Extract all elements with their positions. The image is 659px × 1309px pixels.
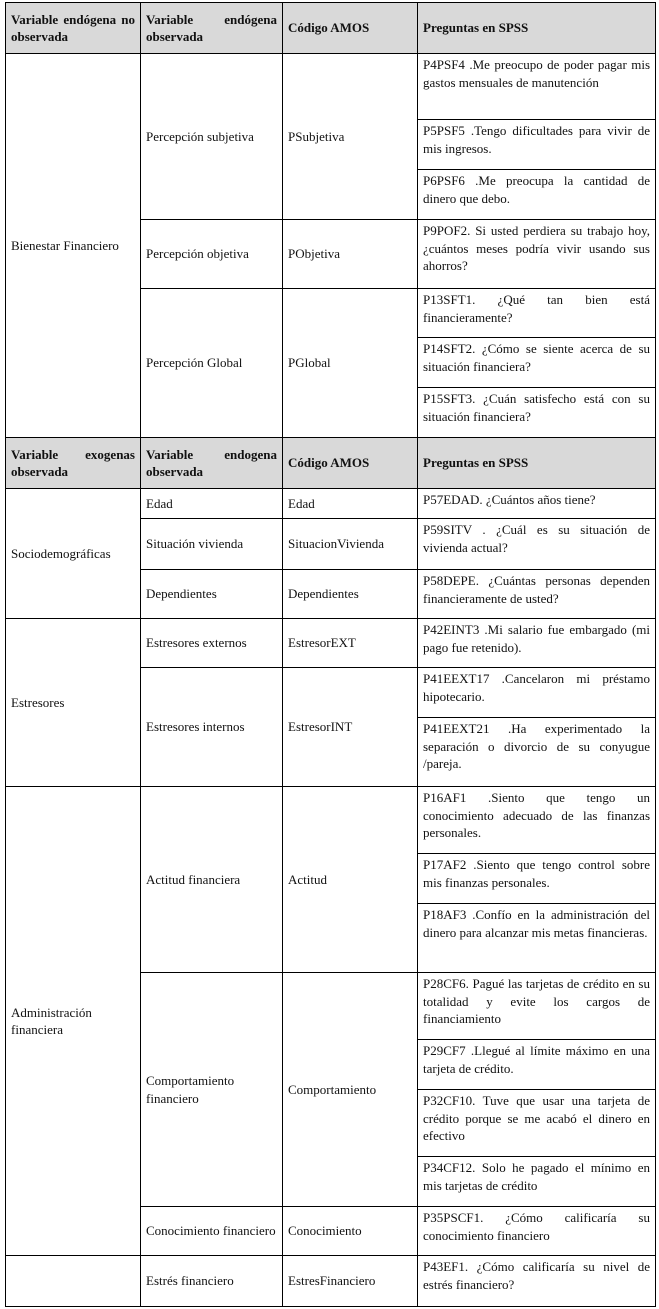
variable-actitud-financiera: Actitud financiera bbox=[141, 787, 283, 973]
question-p4psf4: P4PSF4 .Me preocupo de poder pagar mis gastos mensuales de manutención bbox=[418, 54, 656, 120]
code-comportamiento: Comportamiento bbox=[283, 973, 418, 1207]
group-estresores: Estresores bbox=[6, 619, 141, 787]
table-row bbox=[6, 787, 656, 854]
code-edad: Edad bbox=[283, 489, 418, 519]
question-p29cf7: P29CF7 .Llegué al límite máximo en una tarjeta de crédito. bbox=[418, 1040, 656, 1090]
header-spss-questions-2: Preguntas en SPSS bbox=[418, 438, 656, 489]
table-row bbox=[6, 54, 656, 120]
question-p18af3: P18AF3 .Confío en la administración del dinero para alcanzar mis metas financieras. bbox=[418, 904, 656, 973]
question-p15sft3: P15SFT3. ¿Cuán satisfecho está con su situación financiera? bbox=[418, 388, 656, 438]
question-p59sitv: P59SITV . ¿Cuál es su situación de vivienda actual? bbox=[418, 519, 656, 570]
code-conocimiento: Conocimiento bbox=[283, 1207, 418, 1256]
question-p17af2: P17AF2 .Siento que tengo control sobre mis finanzas personales. bbox=[418, 854, 656, 904]
header-observed-endogenous: Variable endógena observada bbox=[141, 3, 283, 54]
variable-percepcion-objetiva: Percepción objetiva bbox=[141, 220, 283, 289]
question-p34cf12: P34CF12. Solo he pagado el mínimo en mis tarjetas de crédito bbox=[418, 1157, 656, 1207]
header-amos-code: Código AMOS bbox=[283, 3, 418, 54]
question-p43ef1: P43EF1. ¿Cómo calificaría su nivel de estrés financiero? bbox=[418, 1256, 656, 1307]
code-pobjetiva: PObjetiva bbox=[283, 220, 418, 289]
header-observed-endogenous-2: Variable endogena observada bbox=[141, 438, 283, 489]
header-spss-questions: Preguntas en SPSS bbox=[418, 3, 656, 54]
question-p13sft1: P13SFT1. ¿Qué tan bien está financieramente? bbox=[418, 289, 656, 338]
table-row bbox=[6, 489, 656, 519]
question-p35pscf1: P35PSCF1. ¿Cómo calificaría su conocimiento financiero bbox=[418, 1207, 656, 1256]
header-observed-exogenous: Variable exogenas observada bbox=[6, 438, 141, 489]
code-estres-financiero: EstresFinanciero bbox=[283, 1256, 418, 1307]
question-p58depe: P58DEPE. ¿Cuántas personas dependen financieramente de usted? bbox=[418, 570, 656, 619]
question-p16af1: P16AF1 .Siento que tengo un conocimiento adecuado de las finanzas personales. bbox=[418, 787, 656, 854]
question-p42eint3: P42EINT3 .Mi salario fue embargado (mi pago fue retenido). bbox=[418, 619, 656, 668]
variable-situacion-vivienda: Situación vivienda bbox=[141, 519, 283, 570]
question-p28cf6: P28CF6. Pagué las tarjetas de crédito en su totalidad y evite los cargos de financiamiento bbox=[418, 973, 656, 1040]
header-row-2 bbox=[6, 438, 656, 489]
variable-estresores-internos: Estresores internos bbox=[141, 668, 283, 787]
code-situacion-vivienda: SituacionVivienda bbox=[283, 519, 418, 570]
code-dependientes: Dependientes bbox=[283, 570, 418, 619]
code-estresor-ext: EstresorEXT bbox=[283, 619, 418, 668]
code-psubjetiva: PSubjetiva bbox=[283, 54, 418, 220]
variable-estresores-externos: Estresores externos bbox=[141, 619, 283, 668]
header-row-1 bbox=[6, 3, 656, 54]
variable-percepcion-subjetiva: Percepción subjetiva bbox=[141, 54, 283, 220]
code-pglobal: PGlobal bbox=[283, 289, 418, 438]
question-p57edad: P57EDAD. ¿Cuántos años tiene? bbox=[418, 489, 656, 519]
variables-table bbox=[5, 2, 656, 1307]
variable-percepcion-global: Percepción Global bbox=[141, 289, 283, 438]
group-administracion-financiera: Administración financiera bbox=[6, 787, 141, 1256]
question-p41eext21: P41EEXT21 .Ha experimentado la separación o divorcio de su conyugue /pareja. bbox=[418, 718, 656, 787]
variable-dependientes: Dependientes bbox=[141, 570, 283, 619]
table-row bbox=[6, 1256, 656, 1307]
header-unobserved-endogenous: Variable endógena no observada bbox=[6, 3, 141, 54]
group-empty bbox=[6, 1256, 141, 1307]
table-row bbox=[6, 619, 656, 668]
variable-estres-financiero: Estrés financiero bbox=[141, 1256, 283, 1307]
header-amos-code-2: Código AMOS bbox=[283, 438, 418, 489]
question-p9pof2: P9POF2. Si usted perdiera su trabajo hoy, ¿cuántos meses podría vivir usando sus ahorros? bbox=[418, 220, 656, 289]
group-bienestar-financiero: Bienestar Financiero bbox=[6, 54, 141, 438]
code-estresor-int: EstresorINT bbox=[283, 668, 418, 787]
variable-edad: Edad bbox=[141, 489, 283, 519]
variable-comportamiento-financiero: Comportamiento financiero bbox=[141, 973, 283, 1207]
question-p6psf6: P6PSF6 .Me preocupa la cantidad de dinero que debo. bbox=[418, 170, 656, 220]
code-actitud: Actitud bbox=[283, 787, 418, 973]
question-p41eext17: P41EEXT17 .Cancelaron mi préstamo hipotecario. bbox=[418, 668, 656, 718]
question-p5psf5: P5PSF5 .Tengo dificultades para vivir de mis ingresos. bbox=[418, 120, 656, 170]
question-p14sft2: P14SFT2. ¿Cómo se siente acerca de su situación financiera? bbox=[418, 338, 656, 388]
group-sociodemograficas: Sociodemográficas bbox=[6, 489, 141, 619]
question-p32cf10: P32CF10. Tuve que usar una tarjeta de crédito porque se me acabó el dinero en efectivo bbox=[418, 1090, 656, 1157]
variable-conocimiento-financiero: Conocimiento financiero bbox=[141, 1207, 283, 1256]
